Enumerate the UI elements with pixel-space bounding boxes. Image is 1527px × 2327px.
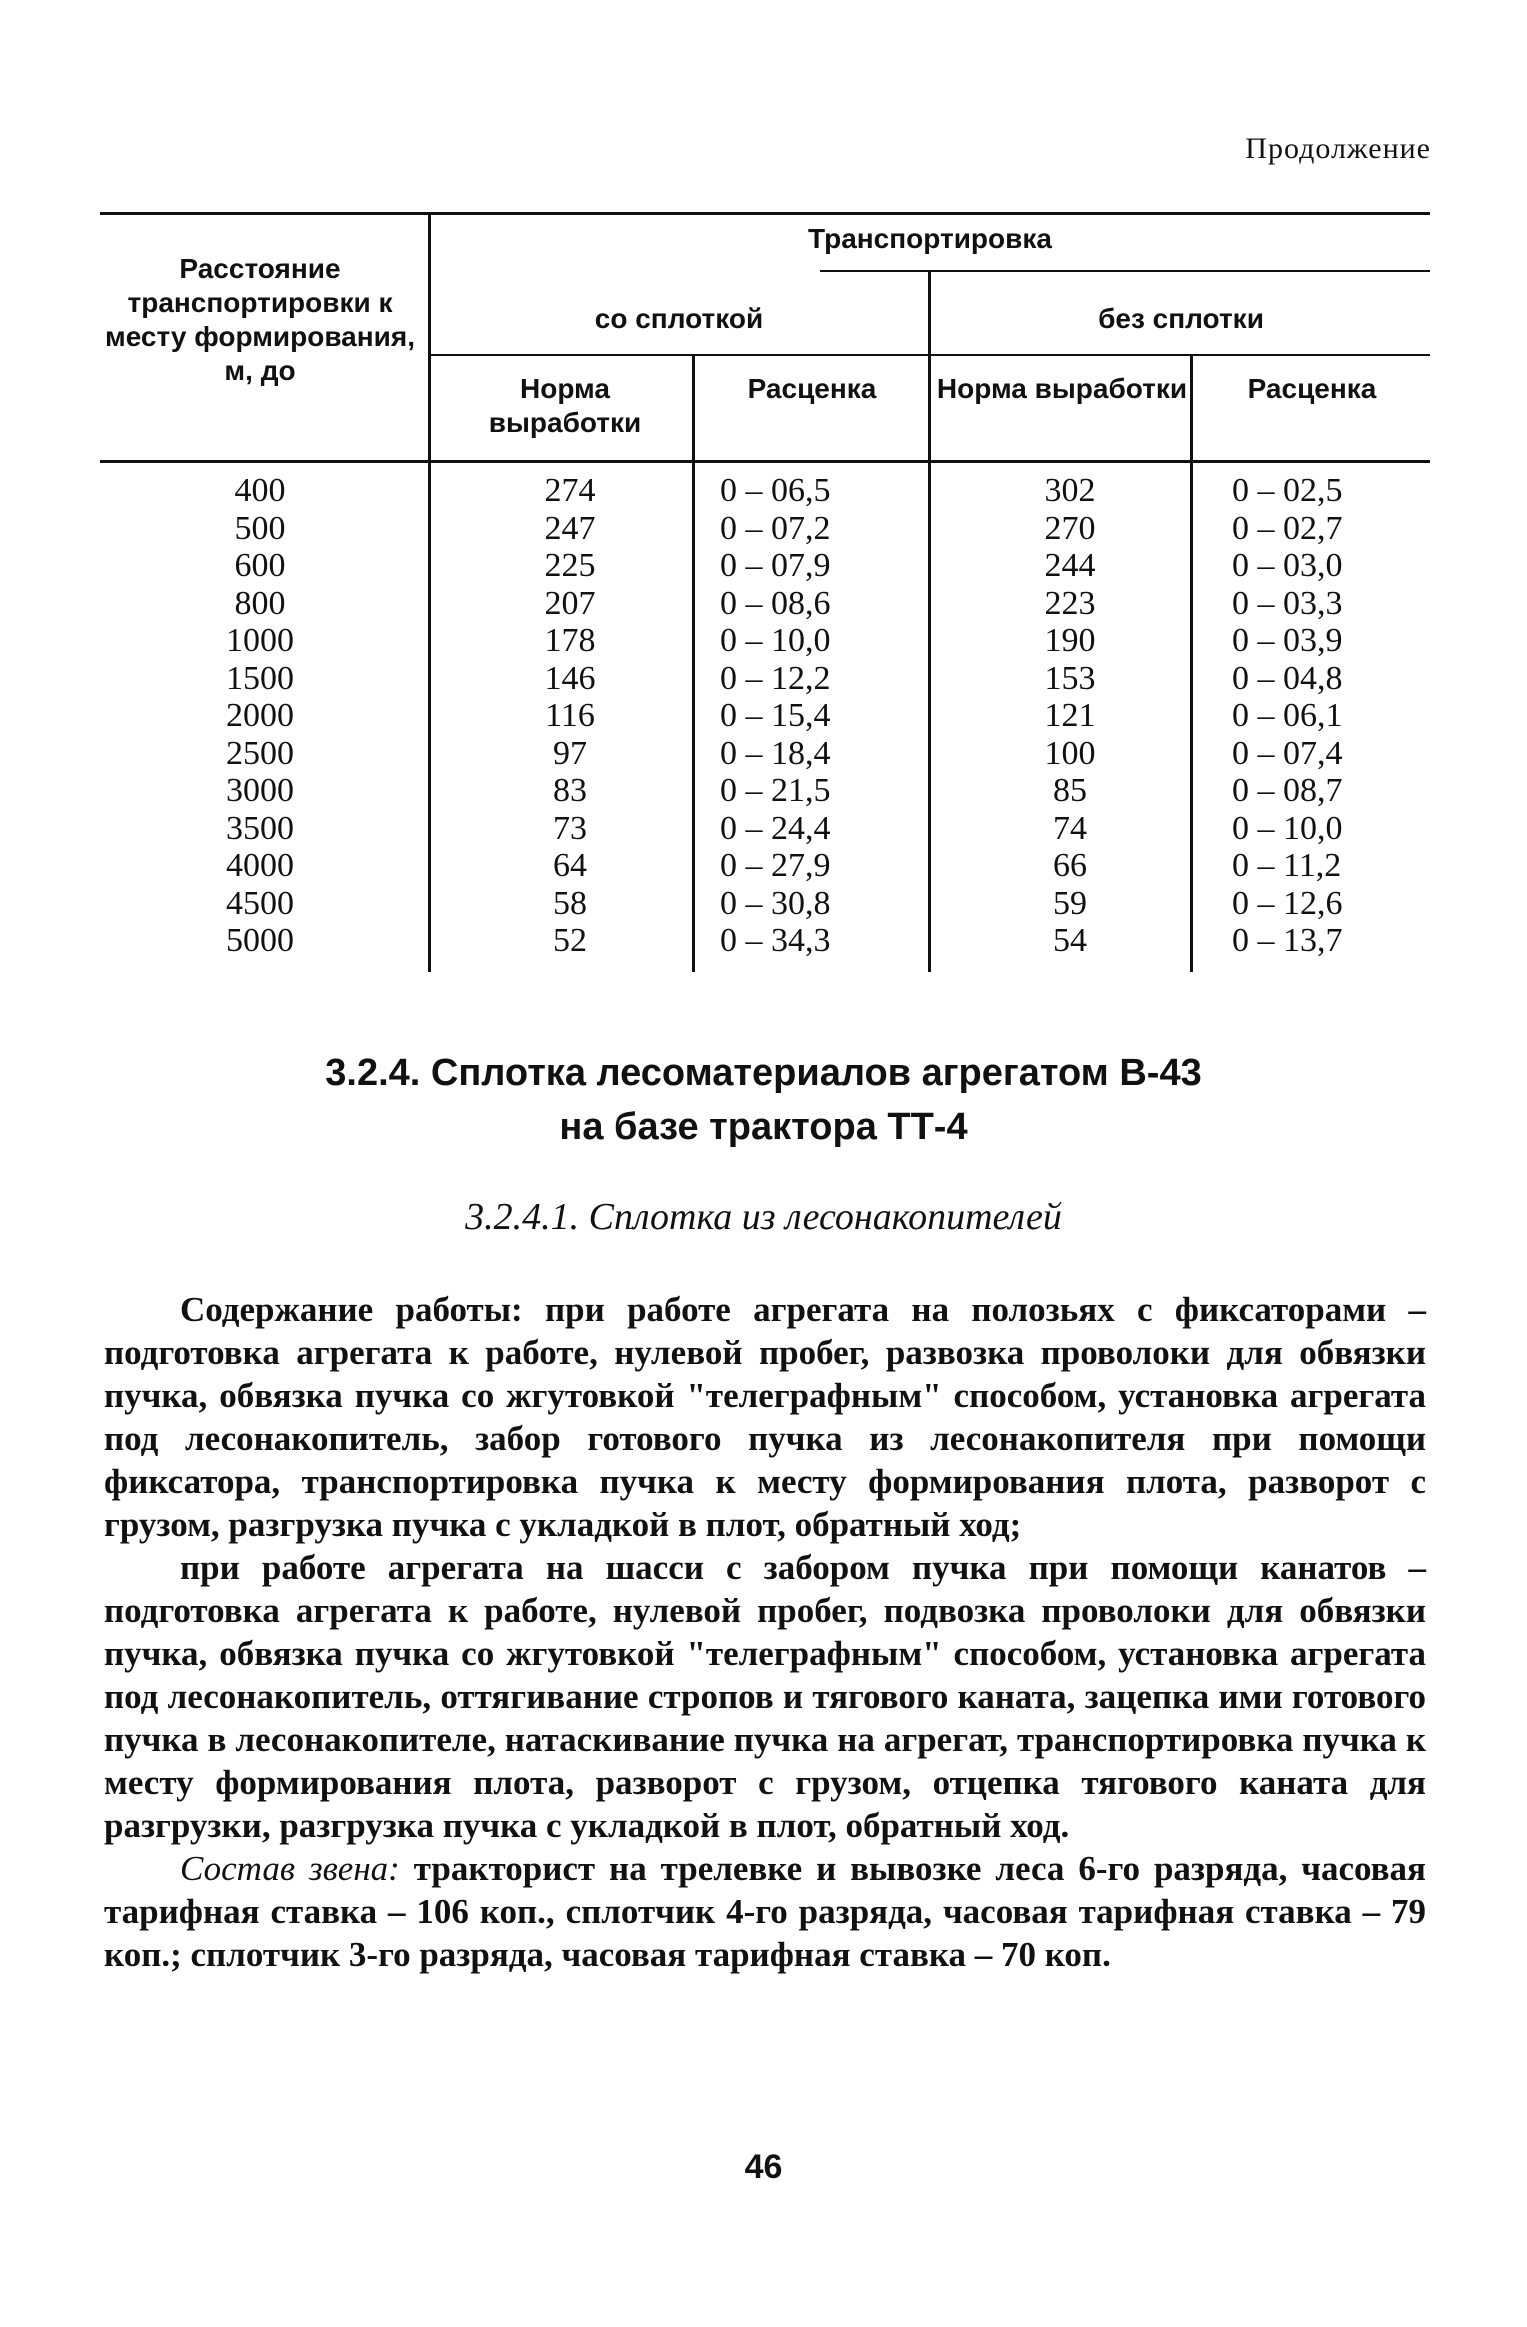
work-content-label: Содержание работы:: [180, 1290, 523, 1329]
col-header-rate-without: Расценка: [1247, 373, 1377, 404]
norm-without-cell: 66: [1053, 847, 1087, 884]
paragraph-chassis: при работе агрегата на шасси с забором пучка при помощи канатов – подготовка агрегата к работе, нулевой пробег, подвозка проволоки для обвязки пучка, обвязка пучка со жгутовкой "телеграфным" способом, установка агрегата под лесонакопитель, оттягивание стропов и тягового каната, зацепка ими готового пучка в лесонакопителе, натаскивание пучка на агрегат, транспортировка пучка к месту формирования плота, разворот с грузом, отцепка тягового каната для разгрузки, разгрузка пучка с укладкой в плот, обратный ход.: [104, 1548, 1426, 1845]
rate-with-cell: 0 – 06,5: [720, 472, 831, 509]
distance-cell: 3000: [226, 772, 294, 809]
distance-cell: 500: [234, 509, 286, 547]
rate-with-cell: 0 – 15,4: [720, 697, 831, 734]
distance-column: [160, 472, 360, 960]
rate-without-column: [1232, 472, 1432, 960]
rate-with-column: [720, 472, 920, 960]
norm-without-cell: 270: [1044, 509, 1096, 547]
group-header: Транспортировка: [808, 223, 1052, 254]
norm-without-cell: 100: [1044, 734, 1096, 772]
rate-without-cell: 0 – 02,7: [1232, 509, 1343, 547]
norm-without-cell: 244: [1044, 547, 1096, 584]
rate-without-cell: 0 – 12,6: [1232, 884, 1343, 922]
section-title-line1: 3.2.4. Сплотка лесоматериалов агрегатом В-43: [325, 1052, 1202, 1094]
norm-with-cell: 83: [553, 772, 587, 809]
sub-header-without: без сплотки: [1098, 303, 1264, 334]
body-text: [104, 1288, 1426, 1976]
norm-without-cell: 59: [1053, 884, 1087, 922]
norm-without-cell: 153: [1044, 659, 1096, 697]
distance-cell: 1000: [226, 622, 294, 659]
rate-without-cell: 0 – 07,4: [1232, 734, 1343, 772]
work-content-text: при работе агрегата на полозьях с фиксаторами – подготовка агрегата к работе, нулевой пробег, развозка проволоки для обвязки пучка, обвязка пучка со жгутовкой "телеграфным" способом, установка агрегата под лесонакопитель, забор готового пучка из лесонакопителя при помощи фиксатора, транспортировка пучка к месту формирования плота, разворот с грузом, разгрузка пучка с укладкой в плот, обратный ход;: [104, 1290, 1426, 1544]
norm-with-cell: 116: [545, 697, 595, 734]
norm-with-cell: 207: [544, 584, 596, 622]
rate-with-cell: 0 – 21,5: [720, 772, 831, 809]
section-subtitle: 3.2.4.1. Сплотка из лесонакопителей: [465, 1196, 1062, 1238]
rate-without-cell: 0 – 03,3: [1232, 584, 1343, 622]
row-header: Расстояние транспортировки к месту формирования, м, до: [104, 253, 415, 386]
norm-with-cell: 58: [553, 884, 587, 922]
group-rule: [820, 270, 1430, 272]
table-top-rule: [100, 212, 1430, 215]
col-header-norm-with: Норма выработки: [488, 373, 642, 438]
rate-with-cell: 0 – 18,4: [720, 734, 831, 772]
distance-cell: 4000: [226, 847, 294, 884]
rate-with-cell: 0 – 08,6: [720, 584, 831, 622]
paragraph-work-content: [104, 1288, 1426, 1546]
paragraph-crew: [104, 1847, 1426, 1976]
page-number: 46: [744, 2148, 783, 2186]
rate-without-cell: 0 – 06,1: [1232, 697, 1343, 734]
norm-with-column: [490, 472, 650, 960]
sub-header-with: со сплоткой: [594, 303, 764, 334]
norm-with-cell: 52: [553, 922, 587, 959]
norm-with-cell: 247: [544, 509, 596, 547]
norm-without-cell: 85: [1053, 772, 1087, 809]
norm-with-cell: 274: [544, 472, 596, 509]
rate-with-cell: 0 – 34,3: [720, 922, 831, 959]
continued-label: Продолжение: [1245, 132, 1431, 165]
norm-with-cell: 73: [553, 809, 587, 847]
norm-without-cell: 223: [1044, 584, 1096, 622]
rate-with-cell: 0 – 07,9: [720, 547, 831, 584]
norms-table: [100, 212, 1430, 972]
rate-without-cell: 0 – 03,0: [1232, 547, 1343, 584]
norm-without-column: [980, 472, 1160, 960]
col-header-norm-without: Норма выработки: [936, 373, 1188, 404]
rate-without-cell: 0 – 10,0: [1232, 809, 1343, 847]
norm-with-cell: 225: [544, 547, 596, 584]
norm-with-cell: 178: [544, 622, 596, 659]
rate-with-cell: 0 – 24,4: [720, 809, 831, 847]
rate-without-cell: 0 – 13,7: [1232, 922, 1343, 959]
rate-without-cell: 0 – 08,7: [1232, 772, 1343, 809]
norm-with-cell: 97: [553, 734, 587, 772]
distance-cell: 1500: [226, 659, 294, 697]
rate-with-cell: 0 – 12,2: [720, 659, 831, 697]
norm-without-cell: 54: [1053, 922, 1087, 959]
distance-cell: 5000: [226, 922, 294, 959]
rate-without-cell: 0 – 03,9: [1232, 622, 1343, 659]
norm-without-cell: 74: [1053, 809, 1087, 847]
col-rule-2: [692, 356, 695, 972]
rate-with-cell: 0 – 10,0: [720, 622, 831, 659]
norm-without-cell: 121: [1044, 697, 1096, 734]
rate-without-cell: 0 – 04,8: [1232, 659, 1343, 697]
distance-cell: 600: [234, 547, 286, 584]
distance-cell: 800: [234, 584, 286, 622]
col-header-rate-with: Расценка: [747, 373, 877, 404]
rate-with-cell: 0 – 07,2: [720, 509, 831, 547]
col-rule-3: [928, 270, 931, 972]
crew-text: тракторист на трелевке и вывозке леса 6-го разряда, часовая тарифная ставка – 106 коп., сплотчик 4-го разряда, часовая тарифная ставка – 79 коп.; сплотчик 3-го разряда, часовая тарифная ставка – 70 коп.: [104, 1849, 1426, 1974]
col-rule-4: [1190, 356, 1193, 972]
norm-without-cell: 190: [1044, 622, 1096, 659]
norm-with-cell: 146: [544, 659, 596, 697]
header-bottom-rule: [100, 460, 1430, 463]
rate-without-cell: 0 – 11,2: [1232, 847, 1342, 884]
crew-label: Состав звена:: [180, 1849, 400, 1888]
distance-cell: 400: [234, 472, 286, 509]
norm-without-cell: 302: [1044, 472, 1096, 509]
norm-with-cell: 64: [553, 847, 587, 884]
section-title-line2: на базе трактора ТТ-4: [559, 1106, 968, 1148]
rate-without-cell: 0 – 02,5: [1232, 472, 1343, 509]
distance-cell: 2500: [226, 734, 294, 772]
distance-cell: 3500: [226, 809, 294, 847]
distance-cell: 4500: [226, 884, 294, 922]
rate-with-cell: 0 – 30,8: [720, 884, 831, 922]
rate-with-cell: 0 – 27,9: [720, 847, 831, 884]
distance-cell: 2000: [226, 697, 294, 734]
